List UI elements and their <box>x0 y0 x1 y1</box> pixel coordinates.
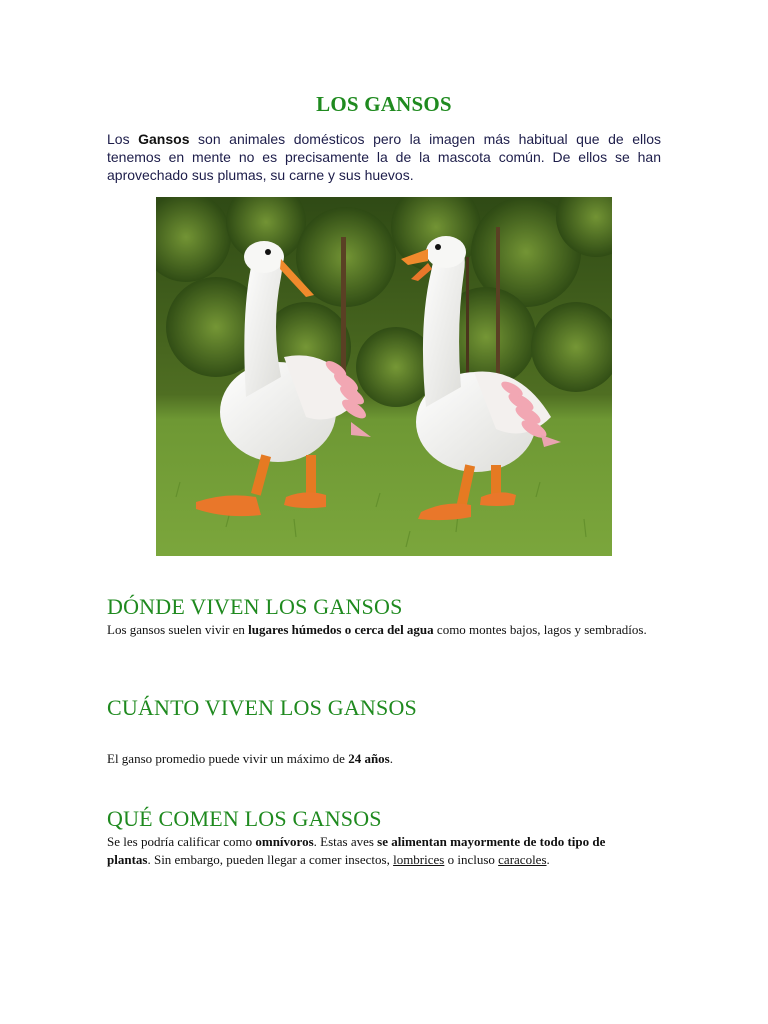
body-bold: omnívoros <box>255 834 314 849</box>
intro-bold-term: Gansos <box>138 131 190 147</box>
section-heading-que: QUÉ COMEN LOS GANSOS <box>107 806 382 831</box>
body-text: . <box>389 751 393 766</box>
body-text: Se les podría calificar como <box>107 834 256 849</box>
section-body-que <box>107 833 647 869</box>
intro-text-after: son animales domésticos pero la imagen más habitual que de ellos tenemos en mente no es precisamente la de la mascota común. De ellos se han aprovechado sus plumas, su carne y sus huevos. <box>107 131 661 183</box>
body-text: como montes bajos, lagos y sembradíos. <box>433 622 647 637</box>
body-bold: lugares húmedos o cerca del agua <box>248 622 434 637</box>
section-body-donde <box>107 621 647 639</box>
page-title: LOS GANSOS <box>316 92 452 116</box>
link-caracoles[interactable]: caracoles <box>498 852 547 867</box>
section-heading-cuanto: CUÁNTO VIVEN LOS GANSOS <box>107 695 417 720</box>
geese-photo <box>156 197 612 556</box>
body-text: . Sin embargo, pueden llegar a comer insectos, <box>147 852 394 867</box>
body-text: o incluso <box>444 852 499 867</box>
body-text: . <box>546 852 550 867</box>
body-text: . Estas aves <box>313 834 378 849</box>
section-body-cuanto <box>107 750 647 768</box>
body-text: El ganso promedio puede vivir un máximo de <box>107 751 349 766</box>
body-text: Los gansos suelen vivir en <box>107 622 249 637</box>
body-bold: 24 años <box>348 751 390 766</box>
body-bold: se alimentan mayormente de todo tipo de plantas <box>107 834 606 867</box>
intro-text-before: Los <box>107 131 139 147</box>
link-lombrices[interactable]: lombrices <box>393 852 445 867</box>
section-heading-donde: DÓNDE VIVEN LOS GANSOS <box>107 594 403 619</box>
geese-illustration <box>156 197 612 556</box>
intro-paragraph <box>107 130 661 184</box>
